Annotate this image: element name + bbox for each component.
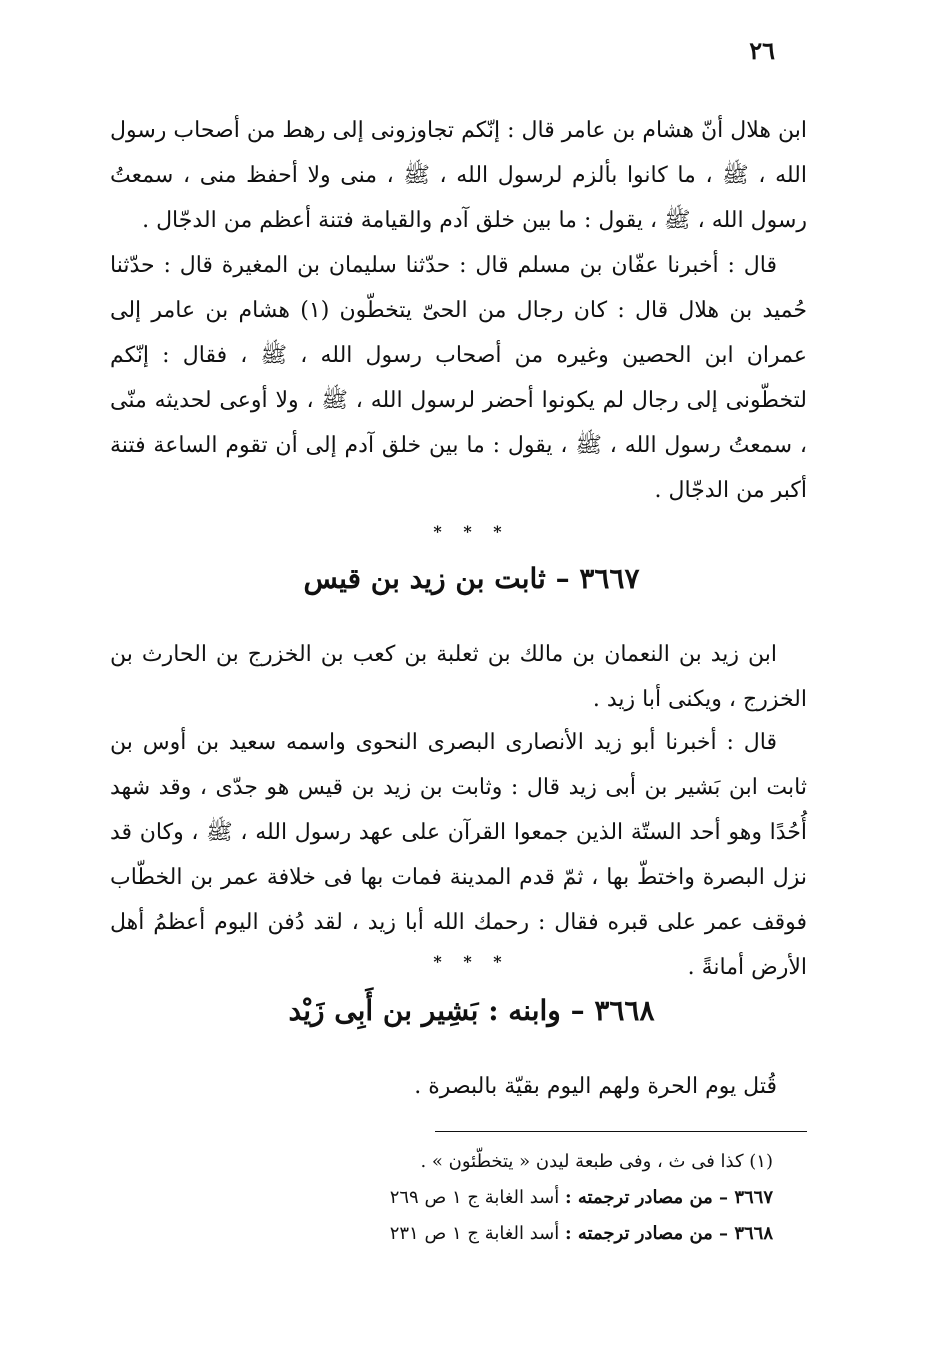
- footnote-2-label: ٣٦٦٧ – من مصادر ترجمته :: [565, 1187, 773, 1208]
- footnote-1: (١) كذا فى ث ، وفى طبعة ليدن « يتخطّئون » .: [420, 1151, 773, 1172]
- paragraph-3: ابن زيد بن النعمان بن مالك بن ثعلبة بن كعب بن الخزرج بن الحارث بن الخزرج ، ويكنى أبا زيد .: [110, 642, 807, 712]
- section-separator-1: * * *: [433, 522, 510, 541]
- section-separator-2: * * *: [433, 952, 510, 971]
- footnote-3-text: أسد الغابة ج ١ ص ٢٣١: [389, 1223, 560, 1244]
- footnote-3: [110, 1216, 773, 1252]
- entry-heading-3667: ٣٦٦٧ – ثابت بن زيد بن قيس: [303, 562, 640, 595]
- footnote-3-label: ٣٦٦٨ – من مصادر ترجمته :: [565, 1223, 773, 1244]
- footnote-2: [110, 1180, 773, 1216]
- entry-heading-3668: ٣٦٦٨ – وابنه : بَشِير بن أَبِى زَيْد: [288, 994, 655, 1027]
- paragraph-4: قال : أخبرنا أبو زيد الأنصارى البصرى النحوى واسمه سعيد بن أوس بن ثابت ابن بَشير بن أبى زيد قال : وثابت بن زيد بن قيس هو جدّى ، وقد شهد أُحُدًا وهو أحد الستّة الذين جمعوا القرآن على عهد رسول الله ، ﷺ ، وكان قد نزل البصرة واختطّ بها ، ثمّ قدم المدينة فمات بها فى خلافة عمر بن الخطّاب فوقف عمر على قبره فقال : رحمك الله أبا زيد ، لقد دُفن اليوم أعظمُ أهل الأرض أمانةً .: [110, 730, 807, 980]
- footnote-2-text: أسد الغابة ج ١ ص ٢٦٩: [389, 1187, 560, 1208]
- paragraph-2: قال : أخبرنا عفّان بن مسلم قال : حدّثنا سليمان بن المغيرة قال : حدّثنا حُميد بن هلال قال : كان رجال من الحىّ يتخطّون (١) هشام بن عامر إلى عمران ابن الحصين وغيره من أصحاب رسول الله ، ﷺ ، فقال : إنّكم لتخطّونى إلى رجال لم يكونوا أحضر لرسول الله ، ﷺ ، ولا أوعى لحديثه منّى ، سمعتُ رسول الله ، ﷺ ، يقول : ما بين خلق آدم إلى أن تقوم الساعة فتنة أكبر من الدجّال .: [110, 253, 807, 503]
- footnote-divider: [435, 1131, 807, 1132]
- paragraph-1: ابن هلال أنّ هشام بن عامر قال : إنّكم تجاوزونى إلى رهط من أصحاب رسول الله ، ﷺ ، ما كانوا بألزم لرسول الله ، ﷺ ، منى ولا أحفظ منى ، سمعتُ رسول الله ، ﷺ ، يقول : ما بين خلق آدم والقيامة فتنة أعظم من الدجّال .: [110, 118, 807, 233]
- paragraph-5: قُتل يوم الحرة ولهم اليوم بقيّة بالبصرة .: [414, 1074, 777, 1099]
- footnotes: [110, 1144, 773, 1252]
- page-number: ٢٦: [749, 36, 775, 65]
